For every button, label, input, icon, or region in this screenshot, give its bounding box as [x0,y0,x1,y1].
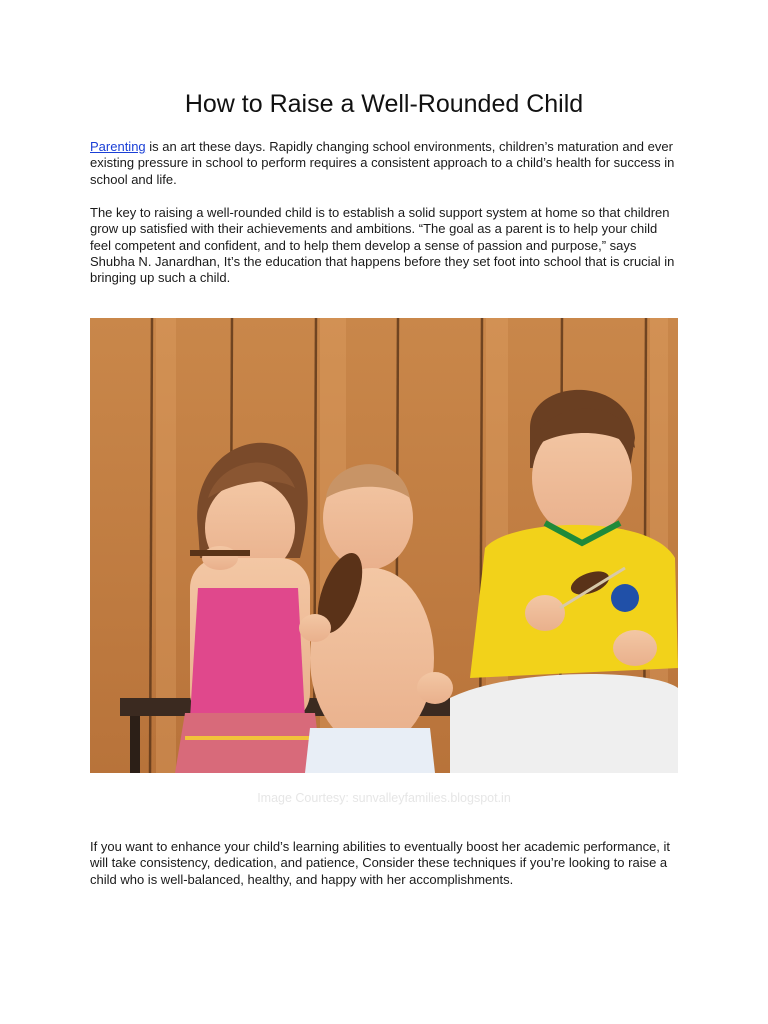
intro-text: is an art these days. Rapidly changing school environments, children’s maturation and ever existing pressure in school to perform requires a consistent approach to a child’s health for success in school and life. [90,139,675,187]
support-paragraph: The key to raising a well-rounded child is to establish a solid support system at home so that children grow up satisfied with their achievements and ambitions. “The goal as a parent is to help your child feel competent and confident, and to help them develop a sense of passion and purpose,” says Shubha N. Janardhan, It’s the education that happens before they set foot into school that is crucial in bringing up such a child. [90,205,675,286]
page-title: How to Raise a Well-Rounded Child [184,90,584,118]
children-photo [90,318,678,773]
image-caption: Image Courtesy: sunvalleyfamilies.blogspot.in [257,791,511,805]
intro-paragraph [90,139,680,188]
children-photo-illustration [90,318,678,773]
techniques-paragraph: If you want to enhance your child’s learning abilities to eventually boost her academic performance, it will take consistency, dedication, and patience, Consider these techniques if you’re looking to raise a child who is well-balanced, healthy, and happy with her accomplishments. [90,839,671,887]
parenting-link[interactable]: Parenting [90,139,146,154]
